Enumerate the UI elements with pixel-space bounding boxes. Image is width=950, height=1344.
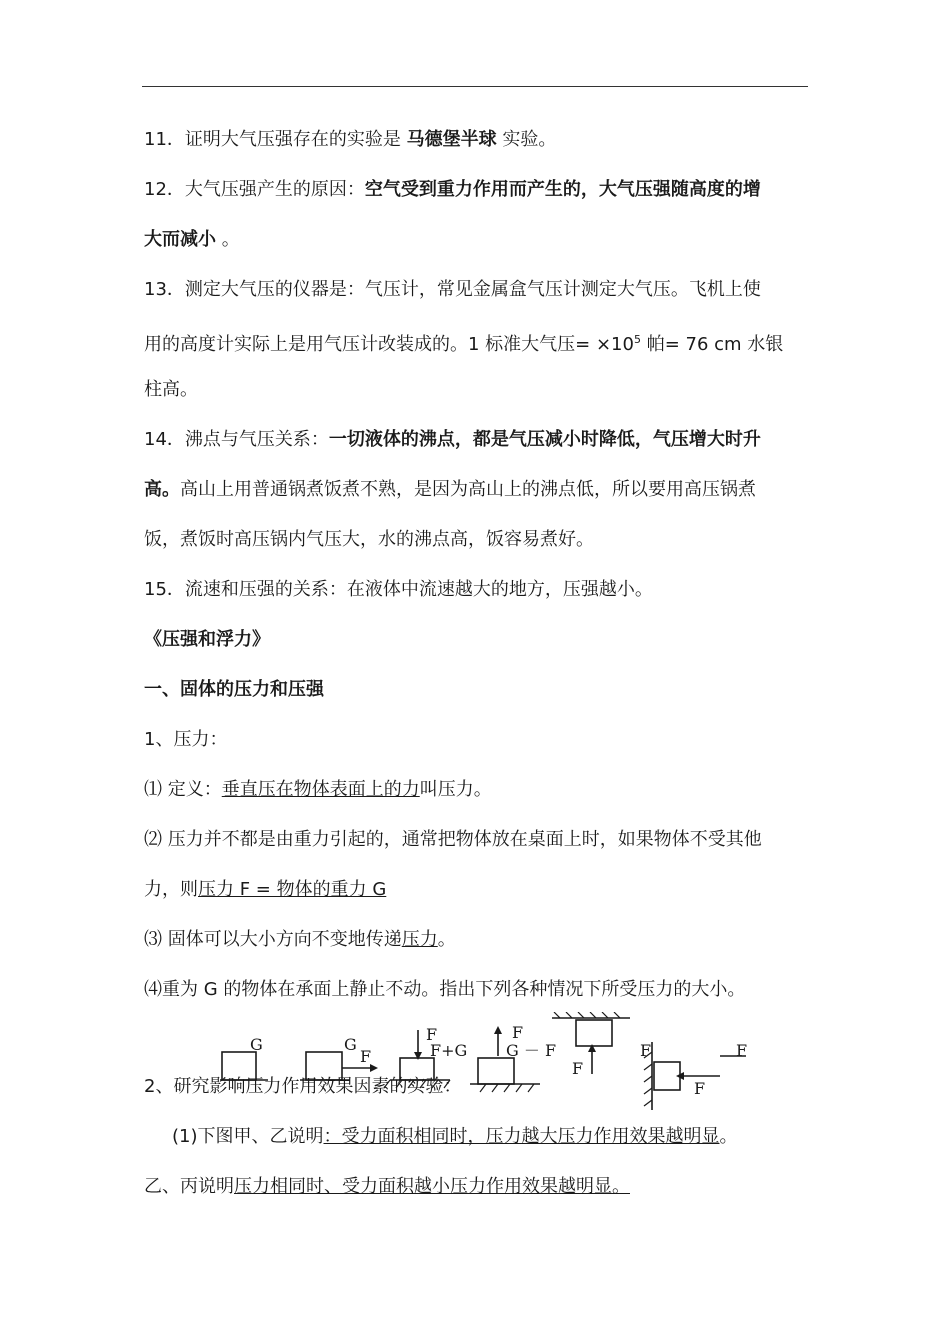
item-11: 11．证明大气压强存在的实验是 马德堡半球 实验。 [144, 129, 557, 150]
point-2-cont: 力，则压力 F = 物体的重力 G [144, 879, 387, 900]
answer-magdeburg: 马德堡半球 [406, 129, 497, 150]
experiment-2: 乙、丙说明压力相同时、受力面积越小压力作用效果越明显。 [144, 1176, 630, 1197]
definition: ⑴ 定义：垂直压在物体表面上的力叫压力。 [144, 779, 492, 800]
item-13-line2: 用的高度计实际上是用气压计改装成的。1 标准大气压= $\times 10^5$ 帕= 76 cm 水银 [144, 333, 784, 355]
point-4: ⑷重为 G 的物体在承面上静止不动。指出下列各种情况下所受压力的大小。 [144, 979, 746, 1000]
subheading-experiment: 2、研究影响压力作用效果因素的实验： [144, 1076, 462, 1097]
item-14-line3: 饭，煮饭时高压锅内气压大，水的沸点高，饭容易煮好。 [144, 529, 594, 550]
point-2: ⑵ 压力并不都是由重力引起的，通常把物体放在桌面上时，如果物体不受其他 [144, 829, 762, 850]
label-g-1: G [250, 1035, 263, 1054]
label-f-6c: F [736, 1041, 748, 1060]
item-12-cont: 大而减小 。 [144, 229, 240, 250]
label-f-5: F [572, 1059, 584, 1078]
label-f-2: F [360, 1047, 372, 1066]
label-f-6a: F [640, 1041, 652, 1060]
label-f-4: F [512, 1023, 524, 1042]
label-f-3: F [426, 1025, 438, 1044]
subheading-pressure: 1、压力： [144, 729, 228, 750]
label-g-2: G [344, 1035, 357, 1054]
section-title: 《压强和浮力》 [144, 629, 270, 650]
heading-solid-pressure: 一、固体的压力和压强 [144, 679, 324, 700]
label-gf-4: G － F [506, 1041, 557, 1060]
label-fg-3: F+G [430, 1041, 468, 1060]
item-13: 13．测定大气压的仪器是：气压计，常见金属盒气压计测定大气压。飞机上使 [144, 279, 761, 300]
item-15: 15．流速和压强的关系：在液体中流速越大的地方，压强越小。 [144, 579, 653, 600]
item-14-line2: 高。高山上用普通锅煮饭煮不熟，是因为高山上的沸点低，所以要用高压锅煮 [144, 479, 756, 500]
header-rule [142, 86, 808, 87]
item-12: 12．大气压强产生的原因：空气受到重力作用而产生的，大气压强随高度的增 [144, 179, 761, 200]
label-f-6d: F [694, 1079, 706, 1098]
experiment-1: (1)下图甲、乙说明：受力面积相同时，压力越大压力作用效果越明显。 [172, 1126, 738, 1147]
point-3: ⑶ 固体可以大小方向不变地传递压力。 [144, 929, 456, 950]
item-13-line3: 柱高。 [144, 379, 198, 400]
item-14: 14．沸点与气压关系：一切液体的沸点，都是气压减小时降低，气压增大时升 [144, 429, 761, 450]
